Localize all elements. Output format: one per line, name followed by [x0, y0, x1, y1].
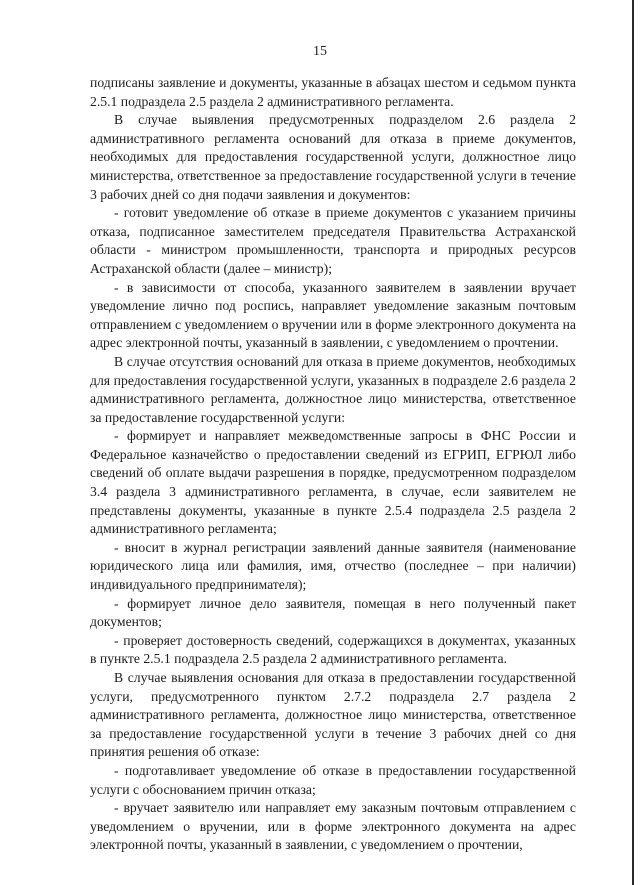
paragraph: В случае выявления основания для отказа в предоставлении государственной услуги, предусмотренного пунктом 2.7.2 подраздела 2.7 раздела 2 административного регламента, должностное лицо министерства, ответственное за предоставление государственной услуги в течение 3 рабочих дней со дня принятия решения об отказе: [90, 670, 576, 760]
paragraph: - подготавливает уведомление об отказе в предоставлении государственной услуги с обоснованием причин отказа; [90, 762, 576, 797]
document-body [90, 74, 576, 855]
page-number: 15 [313, 44, 327, 59]
paragraph: В случае выявления предусмотренных подразделом 2.6 раздела 2 административного регламента оснований для отказа в приеме документов, необходимых для предоставления государственной услуги, должностное лицо министерства, ответственное за предоставление государственной услуги в течение 3 рабочих дней со дня подачи заявления и документов: [90, 112, 576, 202]
paragraph: - в зависимости от способа, указанного заявителем в заявлении вручает уведомление лично под роспись, направляет уведомление заказным почтовым отправлением с уведомлением о вручении или в форме электронного документа на адрес электронной почты, указанный в заявлении, с уведомлением о прочтении. [90, 279, 576, 351]
paragraph: - проверяет достоверность сведений, содержащихся в документах, указанных в пункте 2.5.1 подраздела 2.5 раздела 2 административного регламента. [90, 632, 576, 667]
paragraph: - вручает заявителю или направляет ему заказным почтовым отправлением с уведомлением о вручении, или в форме электронного документа на адрес электронной почты, указанный в заявлении, с уведомлением о прочтении, [90, 800, 576, 853]
scan-edge-line [632, 0, 634, 885]
paragraph: - формирует личное дело заявителя, помещая в него полученный пакет документов; [90, 595, 576, 630]
paragraph: - готовит уведомление об отказе в приеме документов с указанием причины отказа, подписанное заместителем председателя Правительства Астраханской области - министром промышленности, транспорта и природных ресурсов Астраханской области (далее – министр); [90, 205, 576, 276]
paragraph: - вносит в журнал регистрации заявлений данные заявителя (наименование юридического лица или фамилия, имя, отчество (последнее – при наличии) индивидуального предпринимателя); [90, 539, 576, 593]
paragraph: подписаны заявление и документы, указанные в абзацах шестом и седьмом пункта 2.5.1 подраздела 2.5 раздела 2 административного регламента. [90, 75, 576, 109]
paragraph: - формирует и направляет межведомственные запросы в ФНС России и Федеральное казначейство о предоставлении сведений из ЕГРИП, ЕГРЮЛ либо сведений об оплате выдачи разрешения в порядке, предусмотренном подразделом 3.4 раздела 3 административного регламента, в случае, если заявителем не представлены документы, указанные в пункте 2.5.4 подраздела 2.5 раздела 2 административного регламента; [90, 428, 576, 537]
paragraph: В случае отсутствия оснований для отказа в приеме документов, необходимых для предоставления государственной услуги, указанных в подразделе 2.6 раздела 2 административного регламента, должностное лицо министерства, ответственное за предоставление государственной услуги: [90, 353, 576, 425]
